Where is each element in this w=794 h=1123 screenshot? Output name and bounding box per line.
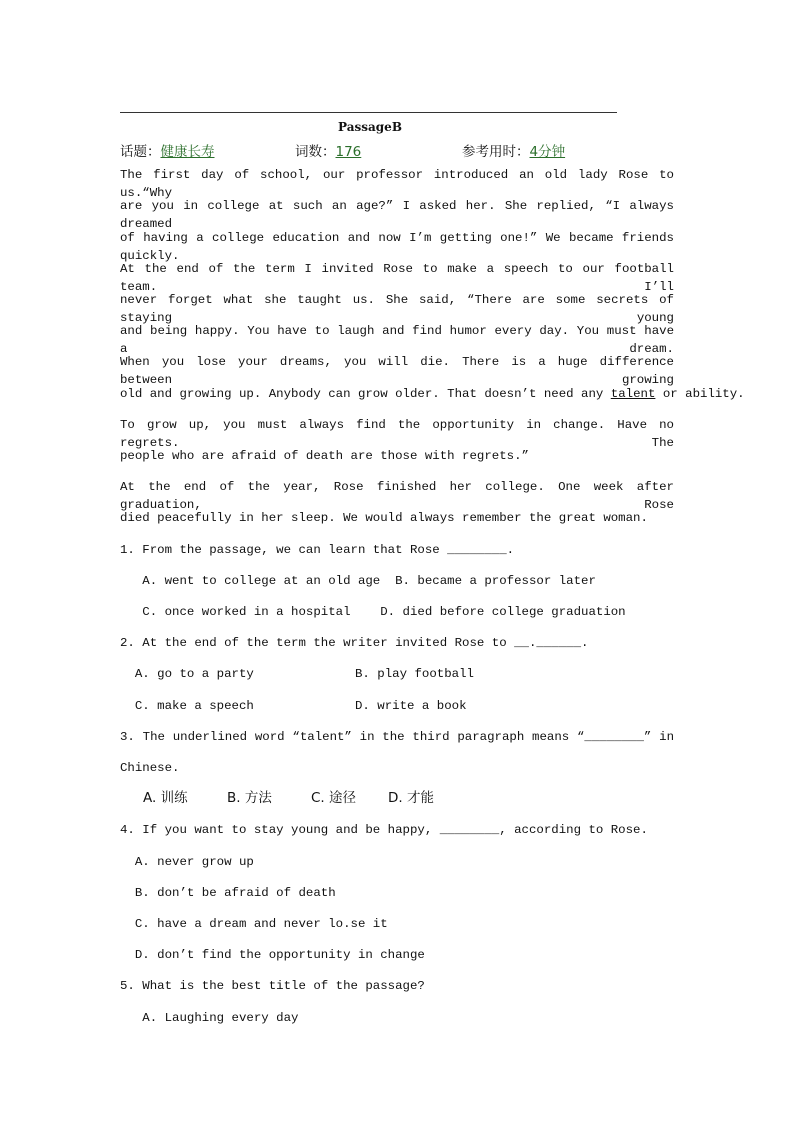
question-3-stem: 3. The underlined word “talent” in the third paragraph means “________” in	[120, 730, 674, 744]
words-label: 词数：	[295, 144, 336, 160]
question-3-stem-cont: Chinese.	[120, 761, 180, 775]
question-2-option-a: A. go to a party	[120, 667, 254, 681]
topic-value: 健康长寿	[160, 144, 215, 160]
question-1-options-cd: C. once worked in a hospital D. died before college graduation	[120, 605, 626, 619]
question-3-option-a: A. 训练	[143, 790, 188, 806]
passage-line: people who are afraid of death are those with regrets.”	[120, 449, 529, 463]
topic-meta	[120, 140, 215, 160]
question-3-option-d: D. 才能	[388, 790, 434, 806]
passage-line: When you lose your dreams, you will die. There is a huge difference between growing	[120, 355, 674, 387]
question-2-option-c: C. make a speech	[120, 699, 254, 713]
question-3-option-c: C. 途径	[311, 790, 357, 806]
passage-line: are you in college at such an age?” I asked her. She replied, “I always dreamed	[120, 199, 674, 231]
question-2-stem: 2. At the end of the term the writer invited Rose to __.______.	[120, 636, 589, 650]
underlined-word-talent: talent	[610, 387, 656, 401]
question-5-stem: 5. What is the best title of the passage?	[120, 979, 425, 993]
time-value: 4分钟	[529, 144, 566, 160]
passage-title: PassageB	[338, 120, 402, 134]
question-1-options-ab: A. went to college at an old age B. became a professor later	[120, 574, 596, 588]
question-2-option-b: B. play football	[355, 667, 474, 681]
passage-line: of having a college education and now I’m getting one!” We became friends quickly.	[120, 231, 674, 263]
passage-line: old and growing up. Anybody can grow older. That doesn’t need any talent or ability.	[120, 387, 745, 401]
passage-line: At the end of the term I invited Rose to make a speech to our football team. I’ll	[120, 262, 674, 294]
question-3-option-b: B. 方法	[227, 790, 272, 806]
passage-line: and being happy. You have to laugh and find humor every day. You must have a dream.	[120, 324, 674, 356]
passage-line: To grow up, you must always find the opportunity in change. Have no regrets. The	[120, 418, 674, 450]
passage-line: The first day of school, our professor introduced an old lady Rose to us.“Why	[120, 168, 674, 200]
passage-line: At the end of the year, Rose finished her college. One week after graduation, Rose	[120, 480, 674, 512]
question-4-option-c: C. have a dream and never lo.se it	[120, 917, 388, 931]
time-label: 参考用时：	[462, 144, 530, 160]
question-4-stem: 4. If you want to stay young and be happy, ________, according to Rose.	[120, 823, 648, 837]
question-2-option-d: D. write a book	[355, 699, 467, 713]
words-meta	[295, 140, 361, 160]
passage-line: never forget what she taught us. She said, “There are some secrets of staying young	[120, 293, 674, 325]
question-1-stem: 1. From the passage, we can learn that Rose ________.	[120, 543, 515, 557]
top-rule	[120, 112, 617, 113]
question-4-option-d: D. don’t find the opportunity in change	[120, 948, 425, 962]
question-4-option-a: A. never grow up	[120, 855, 254, 869]
passage-line: died peacefully in her sleep. We would always remember the great woman.	[120, 511, 648, 525]
words-value: 176	[335, 144, 362, 160]
question-4-option-b: B. don’t be afraid of death	[120, 886, 336, 900]
question-5-option-a: A. Laughing every day	[120, 1011, 299, 1025]
topic-label: 话题：	[120, 144, 161, 160]
time-meta	[462, 140, 565, 160]
